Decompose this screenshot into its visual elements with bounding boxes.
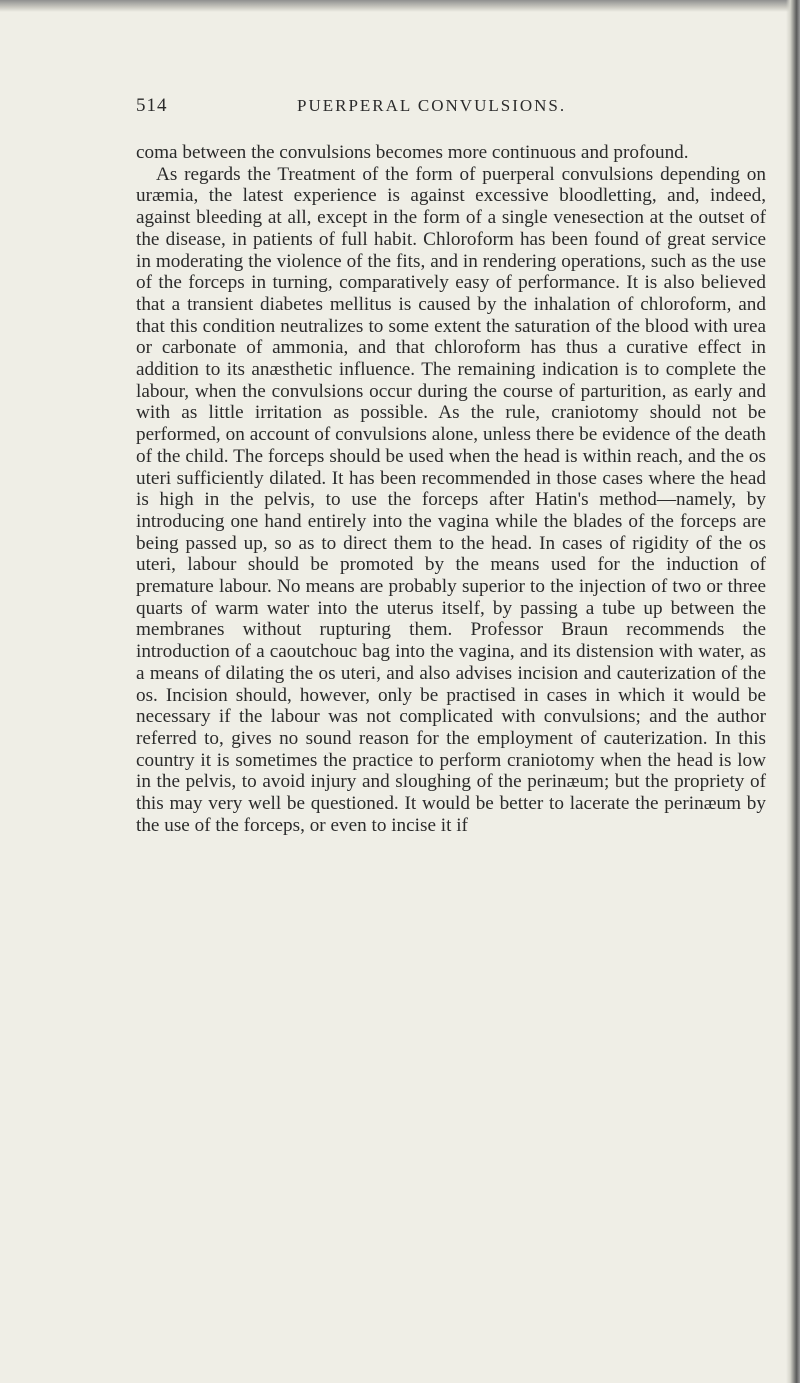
paragraph-continuation: coma between the convulsions becomes more continuous and profound. (136, 142, 689, 163)
page-number: 514 (136, 95, 168, 116)
right-page-edge (786, 0, 800, 1383)
paragraph-treatment: As regards the Treatment of the form of puerperal convulsions depending on uræmia, the latest experience is against excessive bloodletting, and, indeed, against bleeding at all, except in the form of a single venesection at the outset of the disease, in patients of full habit. Chloroform has been found of great service in moderating the violence of the fits, and in rendering operations, such as the use of the forceps in turning, comparatively easy of performance. It is also believed that a transient diabetes mellitus is caused by the inhalation of chloroform, and that this condition neutralizes to some extent the saturation of the blood with urea or carbonate of ammonia, and that chloroform has thus a curative effect in addition to its anæsthetic influence. The remaining indication is to complete the labour, when the convulsions occur during the course of parturition, as early and with as little irritation as possible. As the rule, craniotomy should not be performed, on account of convulsions alone, unless there be evidence of the death of the child. The forceps should be used when the head is within reach, and the os uteri sufficiently dilated. It has been recommended in those cases where the head is high in the pelvis, to use the forceps after Hatin's method—namely, by introducing one hand entirely into the vagina while the blades of the forceps are being passed up, so as to direct them to the head. In cases of rigidity of the os uteri, labour should be promoted by the means used for the induction of premature labour. No means are probably superior to the injection of two or three quarts of warm water into the uterus itself, by passing a tube up between the membranes without rupturing them. Professor Braun recommends the introduction of a caoutchouc bag into the vagina, and its distension with water, as a means of dilating the os uteri, and also advises incision and cauterization of the os. Incision should, however, only be practised in cases in which it would be necessary if the labour was not complicated with convulsions; and the author referred to, gives no sound reason for the employment of cauterization. In this country it is sometimes the practice to perform craniotomy when the head is low in the pelvis, to avoid injury and sloughing of the perinæum; but the propriety of this may very well be questioned. It would be better to lacerate the perinæum by the use of the forceps, or even to incise it if (136, 163, 766, 836)
top-page-edge (0, 0, 800, 12)
body-text (136, 142, 766, 837)
running-head: PUERPERAL CONVULSIONS. (297, 96, 567, 115)
